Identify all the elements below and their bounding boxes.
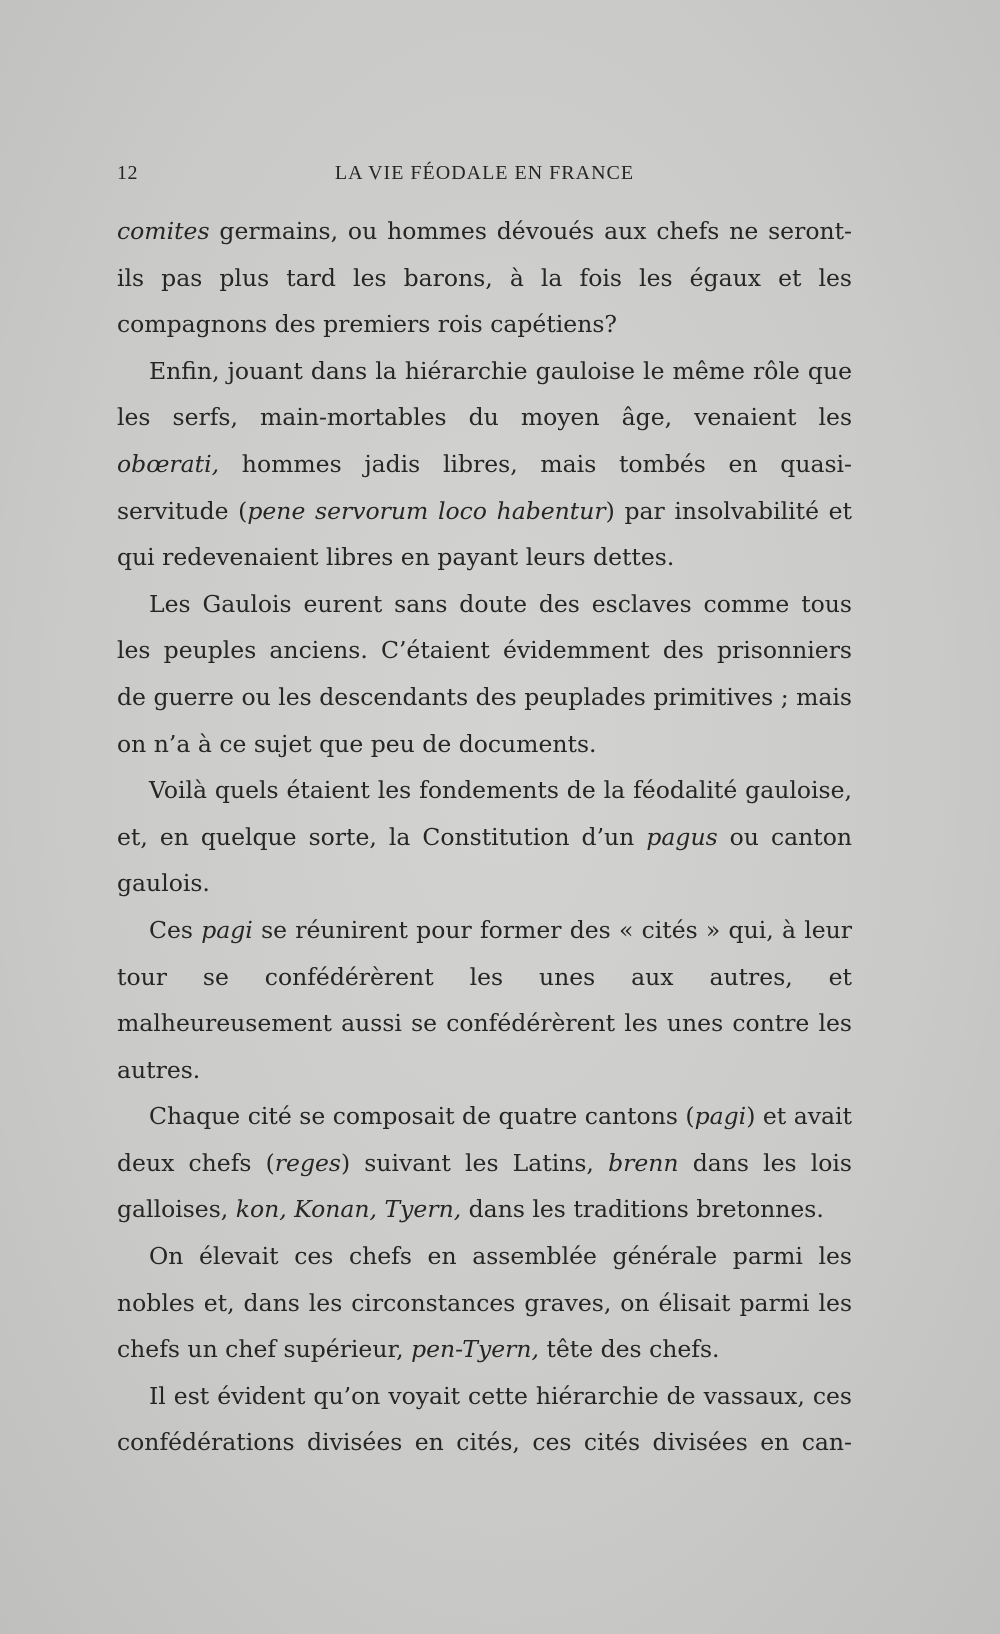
text-segment: Les Gaulois eurent sans doute des esclaves comme tous les peuples anciens. C’étaient évidemment des prisonniers de guerre ou les descendants des peuplades primitives ; mais on n’a à ce sujet que peu de documents. (117, 589, 852, 758)
text-segment: ) et avait deux chefs ( (117, 1102, 852, 1177)
text-segment-italic: pagus (646, 822, 718, 851)
paragraph-8 (117, 1373, 852, 1466)
text-segment: germains, ou hommes dévoués aux chefs ne seront-ils pas plus tard les barons, à la fois les égaux et les compagnons des premiers rois capétiens? (117, 217, 852, 339)
text-segment: Enfin, jouant dans la hiérarchie gauloise le même rôle que les serfs, main-mortables du moyen âge, venaient les (117, 356, 852, 432)
text-segment: Ces (149, 915, 202, 944)
text-segment: ) suivant les Latins, (340, 1148, 609, 1177)
text-segment: dans les traditions bretonnes. (461, 1195, 824, 1224)
paragraph-7 (117, 1233, 852, 1373)
paragraph-3 (117, 581, 852, 767)
paragraph-1 (117, 208, 852, 348)
text-segment-italic: reges (274, 1148, 341, 1177)
text-segment-italic: pene servorum loco habentur (247, 496, 606, 525)
text-segment: ou canton gaulois. (117, 822, 852, 898)
text-segment: tête des chefs. (538, 1335, 720, 1364)
paragraph-5 (117, 907, 852, 1093)
page-header (117, 162, 852, 194)
text-segment: Il est évident qu’on voyait cette hiérarchie de vassaux, ces confédérations divisées en cités, ces cités divisées en can- (117, 1381, 852, 1457)
text-segment: On élevait ces chefs en assemblée générale parmi les nobles et, dans les circonstances graves, on élisait parmi les chefs un chef supérieur, (117, 1242, 852, 1364)
text-segment-italic: comites (117, 217, 210, 245)
body-text (117, 208, 852, 1466)
text-segment-italic: brenn (608, 1148, 679, 1177)
text-segment: ) par insolvabilité et qui redevenaient libres en payant leurs dettes. (117, 496, 853, 572)
text-segment: se réunirent pour former des « cités » qui, à leur tour se confédérèrent les unes aux autres, et malheureusement aussi se confédérèrent les unes contre les autres. (117, 915, 853, 1084)
paragraph-4 (117, 767, 852, 907)
text-segment: dans les lois galloises, (117, 1148, 852, 1224)
text-segment-italic: pagi (694, 1102, 747, 1131)
text-segment: hommes jadis libres, mais tombés en quasi-servitude ( (117, 449, 852, 525)
text-segment-italic: obœrati, (117, 449, 220, 478)
text-segment-italic: pagi (201, 915, 253, 944)
page-number: 12 (117, 162, 138, 184)
text-segment-italic: kon, Konan, Tyern, (235, 1195, 462, 1224)
text-segment: Chaque cité se composait de quatre cantons ( (149, 1102, 695, 1131)
paragraph-2 (117, 348, 852, 581)
running-title: LA VIE FÉODALE EN FRANCE (334, 162, 635, 184)
text-segment: Voilà quels étaient les fondements de la féodalité gauloise, et, en quelque sorte, la Constitution d’un (117, 776, 852, 851)
paragraph-6 (117, 1093, 852, 1233)
text-segment-italic: pen-Tyern, (411, 1335, 539, 1364)
